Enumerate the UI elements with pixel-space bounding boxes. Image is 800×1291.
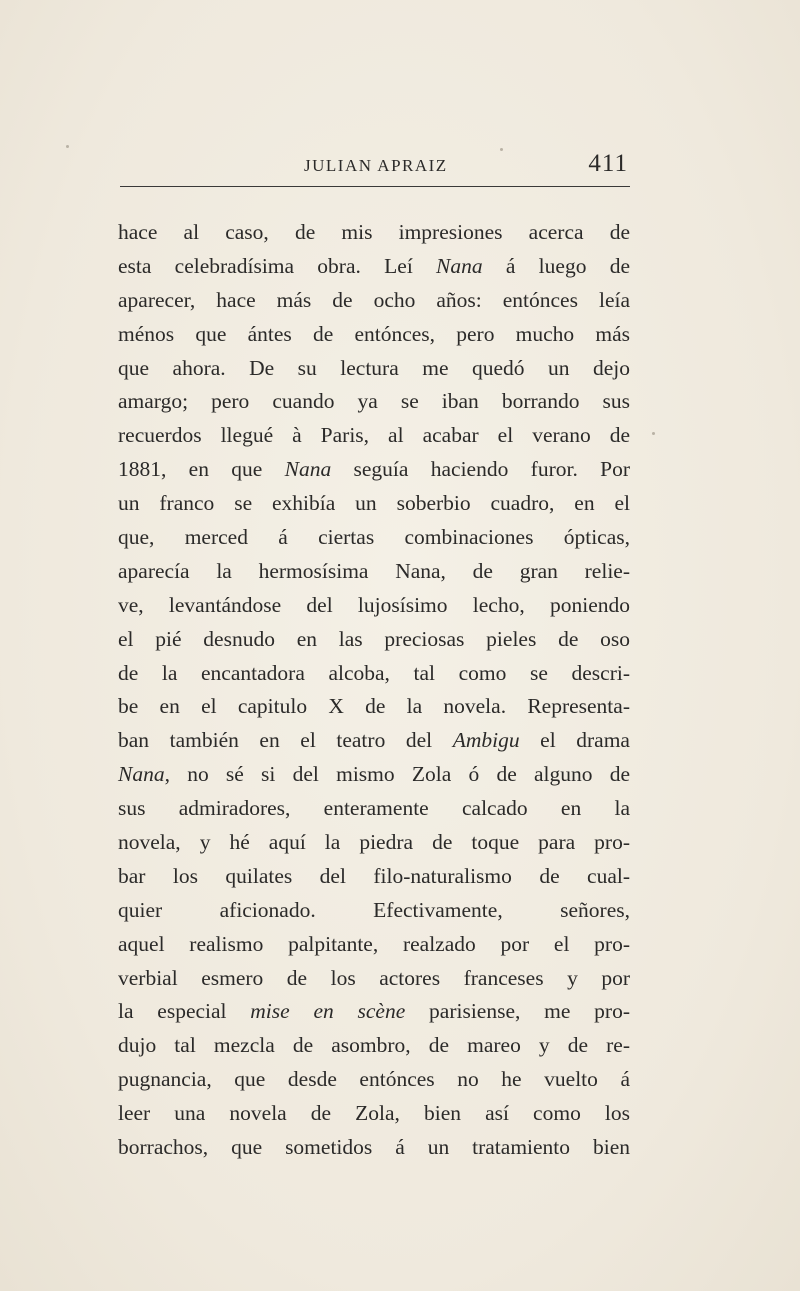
- text-line: [118, 453, 630, 487]
- running-head: JULIAN APRAIZ: [304, 156, 448, 175]
- text-line: [118, 826, 630, 860]
- text-line: [118, 284, 630, 318]
- italic-segment: Nana: [284, 457, 332, 482]
- text-line: [118, 487, 630, 521]
- text-segment: dujo tal mezcla de asombro, de mareo y de re-: [118, 1033, 630, 1058]
- text-line: [118, 521, 630, 555]
- text-segment: de la encantadora alcoba, tal como se descri-: [118, 660, 630, 685]
- text-segment: quier aficionado. Efectivamente, señores,: [118, 897, 630, 922]
- text-line: [118, 928, 630, 962]
- text-segment: un franco se exhibía un soberbio cuadro, en el: [118, 491, 630, 516]
- text-line: [118, 894, 630, 928]
- page-number: 411: [588, 150, 628, 177]
- text-line: [118, 657, 630, 691]
- text-line: [118, 860, 630, 894]
- text-line: [118, 724, 630, 758]
- text-segment: á luego de: [482, 253, 630, 278]
- text-line: [118, 1063, 630, 1097]
- italic-segment: Ambigu: [452, 728, 520, 753]
- text-segment: el pié desnudo en las preciosas pieles de oso: [118, 626, 630, 651]
- text-line: [118, 555, 630, 589]
- text-segment: sus admiradores, enteramente calcado en la: [118, 796, 630, 821]
- text-segment: recuerdos llegué à Paris, al acabar el verano de: [118, 423, 630, 448]
- text-segment: hace al caso, de mis impresiones acerca de: [118, 220, 630, 244]
- paper-speck: [66, 145, 69, 148]
- italic-segment: mise en scène: [250, 999, 406, 1024]
- text-segment: que ahora. De su lectura me quedó un dejo: [118, 355, 630, 380]
- header-rule: [120, 186, 630, 187]
- text-segment: novela, y hé aquí la piedra de toque para pro-: [118, 830, 630, 855]
- text-segment: , no sé si del mismo Zola ó de alguno de: [164, 762, 630, 787]
- text-line: [118, 792, 630, 826]
- text-segment: 1881, en que: [118, 457, 285, 482]
- text-segment: aparecer, hace más de ocho años: entónces leía: [118, 287, 630, 312]
- text-line: [118, 962, 630, 996]
- italic-segment: Nana: [118, 762, 165, 787]
- text-line: [118, 589, 630, 623]
- text-line: [118, 216, 630, 250]
- text-line: [118, 1131, 630, 1165]
- italic-segment: Nana: [436, 253, 483, 278]
- text-segment: seguía haciendo furor. Por: [331, 457, 630, 482]
- text-segment: pugnancia, que desde entónces no he vuelto á: [118, 1067, 630, 1092]
- text-segment: leer una novela de Zola, bien así como los: [118, 1101, 630, 1126]
- paper-speck: [652, 432, 655, 435]
- text-line: [118, 1097, 630, 1131]
- text-segment: el drama: [519, 728, 630, 753]
- text-line: [118, 690, 630, 724]
- paper-speck: [500, 148, 503, 151]
- text-segment: ban también en el teatro del: [118, 728, 453, 753]
- text-line: [118, 352, 630, 386]
- text-segment: que, merced á ciertas combinaciones ópticas,: [118, 525, 630, 550]
- text-segment: aquel realismo palpitante, realzado por el pro-: [118, 931, 630, 956]
- text-line: [118, 758, 630, 792]
- text-segment: bar los quilates del filo-naturalismo de cual-: [118, 863, 630, 888]
- text-line: [118, 623, 630, 657]
- text-segment: amargo; pero cuando ya se iban borrando sus: [118, 389, 630, 414]
- text-line: [118, 1029, 630, 1063]
- text-segment: parisiense, me pro-: [405, 999, 630, 1024]
- body-text: [118, 216, 630, 1165]
- text-line: [118, 419, 630, 453]
- text-line: [118, 385, 630, 419]
- text-segment: esta celebradísima obra. Leí: [118, 253, 437, 278]
- text-segment: verbial esmero de los actores franceses y por: [118, 965, 630, 990]
- text-segment: be en el capitulo X de la novela. Representa-: [118, 694, 630, 719]
- text-line: [118, 995, 630, 1029]
- page-header: [120, 150, 630, 186]
- text-segment: ve, levantándose del lujosísimo lecho, poniendo: [118, 592, 630, 617]
- text-segment: borrachos, que sometidos á un tratamiento bien: [118, 1135, 630, 1160]
- text-line: [118, 318, 630, 352]
- text-segment: ménos que ántes de entónces, pero mucho más: [118, 321, 630, 346]
- text-segment: la especial: [118, 999, 251, 1024]
- text-line: [118, 250, 630, 284]
- text-segment: aparecía la hermosísima Nana, de gran relie-: [118, 558, 630, 583]
